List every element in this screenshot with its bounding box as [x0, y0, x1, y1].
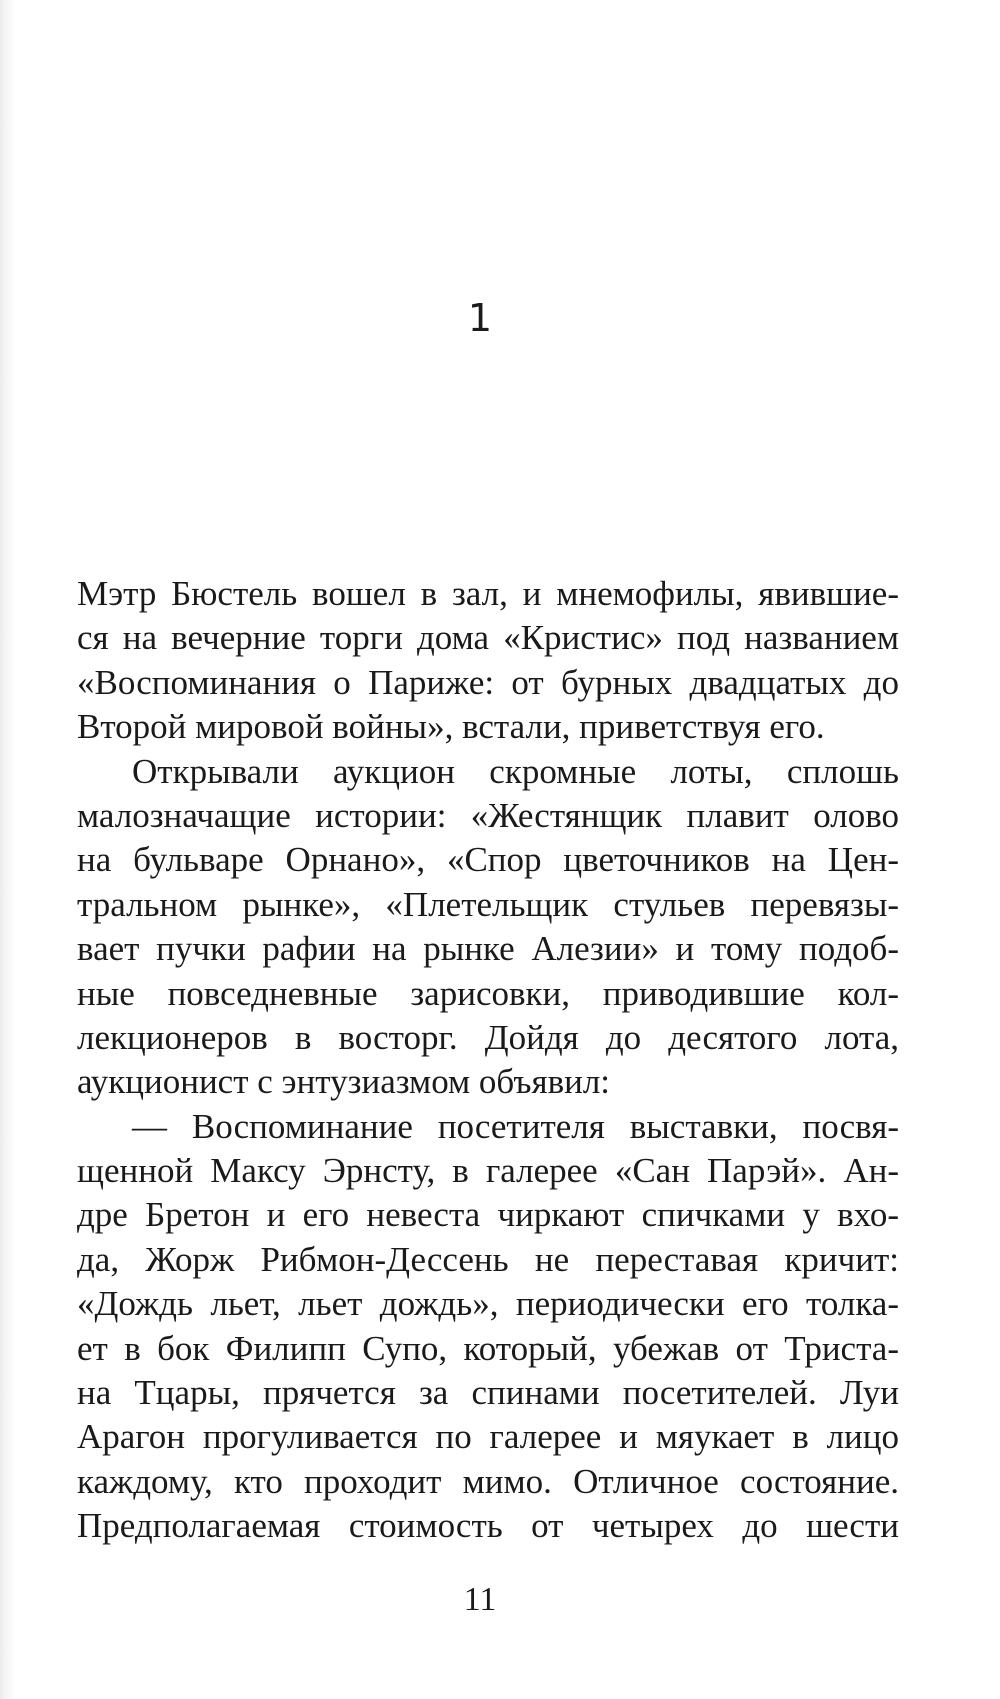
text-line: малозначащие истории: «Жестянщик плавит олово [77, 795, 899, 835]
text-line: на Тцары, прячется за спинами посетителей. Луи [77, 1373, 899, 1413]
text-line: ные повседневные зарисовки, приводившие кол- [77, 973, 899, 1013]
text-line: лекционеров в восторг. Дойдя до десятого лота, [77, 1017, 899, 1057]
text-line: «Дождь льет, льет дождь», периодически его толка- [77, 1284, 899, 1324]
text-line: да, Жорж Рибмон-Дессень не переставая кричит: [77, 1239, 899, 1279]
text-line: ет в бок Филипп Супо, который, убежав от Триста- [77, 1328, 899, 1368]
text-line: тральном рынке», «Плетельщик стульев перевязы- [77, 884, 899, 924]
text-line: на бульваре Орнано», «Спор цветочников на Цен- [77, 840, 899, 880]
text-line: Открывали аукцион скромные лоты, сплошь [132, 751, 899, 791]
text-line: щенной Максу Эрнсту, в галерее «Сан Парэй». Ан- [77, 1151, 899, 1191]
text-line: вает пучки рафии на рынке Алезии» и тому подоб- [77, 929, 899, 969]
text-line: «Воспоминания о Париже: от бурных двадцатых до [77, 662, 899, 702]
chapter-number: 1 [467, 296, 493, 340]
page-number: 11 [463, 1581, 497, 1618]
text-line: каждому, кто проходит мимо. Отличное состояние. [77, 1461, 899, 1501]
text-line: Предполагаемая стоимость от четырех до шести [77, 1506, 899, 1546]
text-line: Арагон прогуливается по галерее и мяукает в лицо [77, 1417, 899, 1457]
text-line: дре Бретон и его невеста чиркают спичками у вхо- [77, 1195, 899, 1235]
body-text [77, 572, 899, 1549]
text-line: ся на вечерние торги дома «Кристис» под названием [77, 618, 899, 658]
text-line: Мэтр Бюстель вошел в зал, и мнемофилы, явившие- [77, 574, 899, 613]
text-line: — Воспоминание посетителя выставки, посвя- [132, 1106, 899, 1146]
text-line: аукционист с энтузиазмом объявил: [77, 1062, 611, 1102]
text-line: Второй мировой войны», встали, приветствуя его. [77, 707, 825, 747]
